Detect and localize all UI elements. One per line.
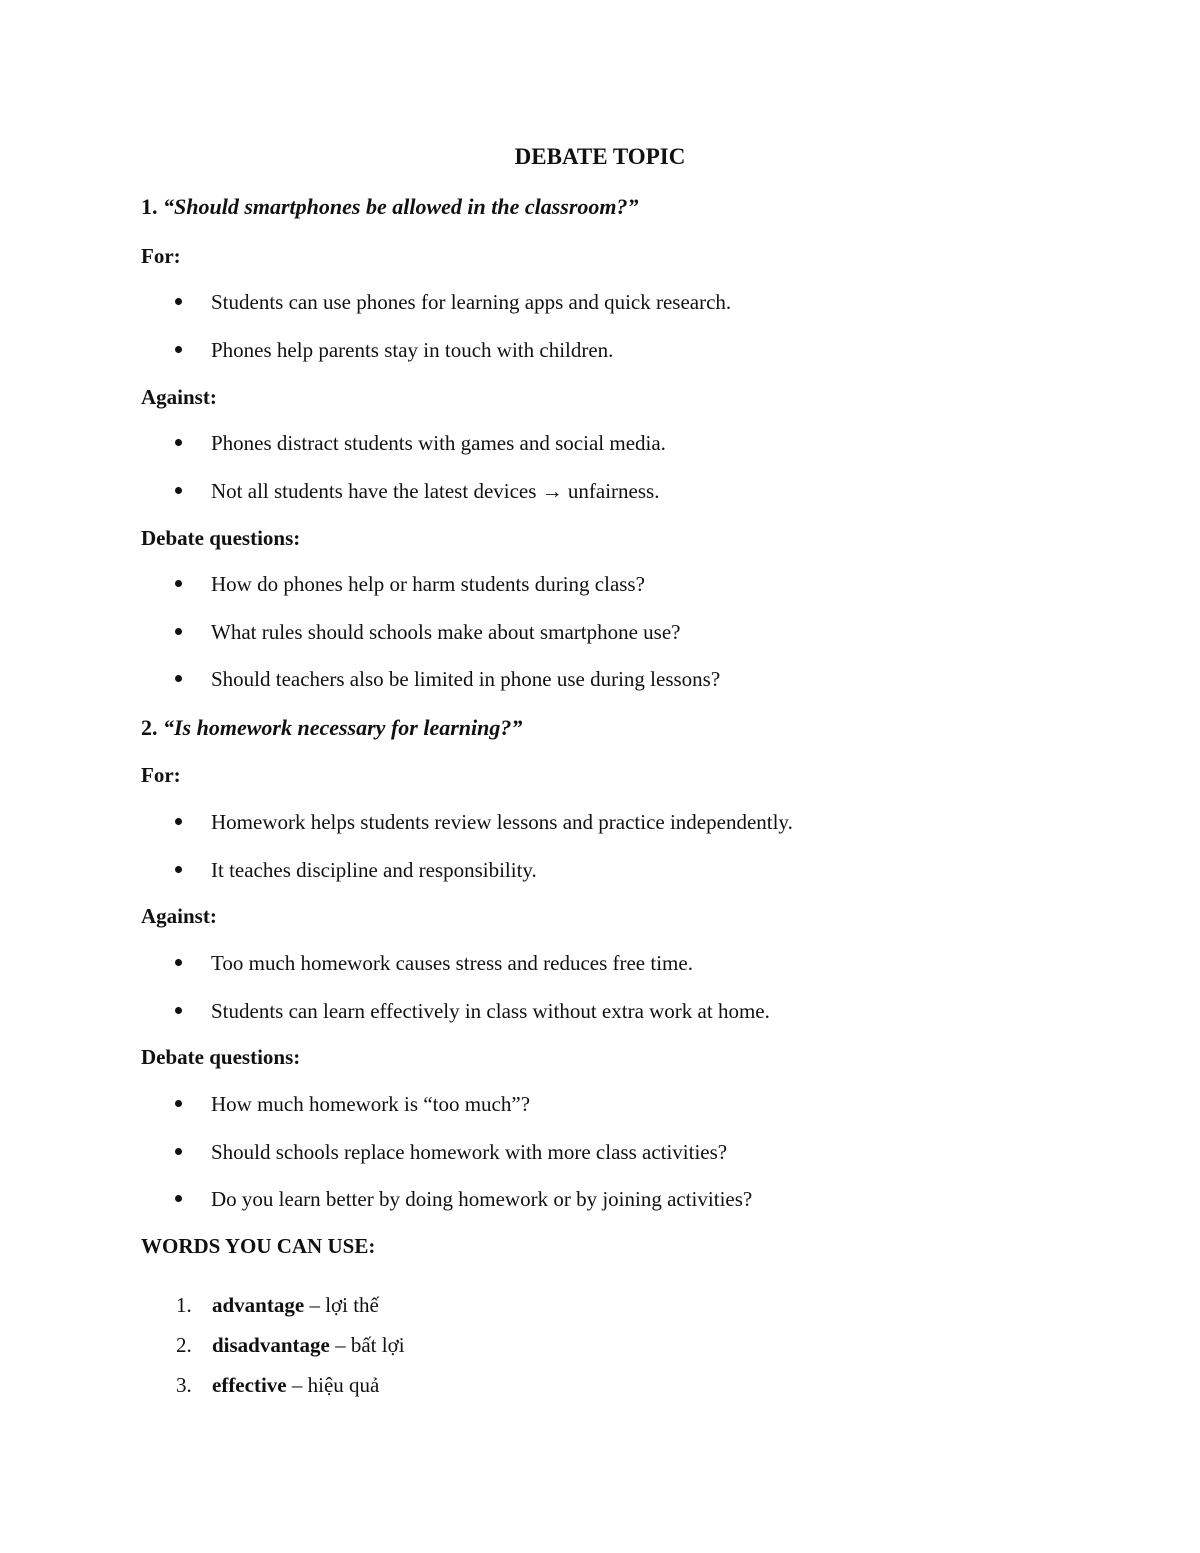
topic-1-question-text: “Should smartphones be allowed in the classroom?” [163, 194, 639, 219]
word-2-term: disadvantage [212, 1333, 330, 1357]
topic-1-for-label: For: [141, 244, 181, 268]
word-1-number: 1. [176, 1293, 192, 1317]
topic-2-against-item-1: Too much homework causes stress and reduces free time. [211, 951, 693, 975]
topic-2-for-item-2: It teaches discipline and responsibility. [211, 858, 537, 882]
words-heading: WORDS YOU CAN USE: [141, 1234, 376, 1258]
word-1 [212, 1291, 379, 1319]
word-2 [212, 1331, 405, 1359]
topic-2-for-label: For: [141, 763, 181, 787]
bullet-icon [175, 1195, 182, 1202]
topic-1-number: 1. [141, 194, 158, 219]
bullet-icon [175, 959, 182, 966]
word-2-number: 2. [176, 1333, 192, 1357]
bullet-icon [175, 675, 182, 682]
word-1-separator: – [304, 1293, 326, 1317]
bullet-icon [175, 298, 182, 305]
word-1-meaning: lợi thế [325, 1293, 379, 1317]
topic-1-against-label: Against: [141, 385, 217, 409]
bullet-icon [175, 1148, 182, 1155]
bullet-icon [175, 439, 182, 446]
topic-1-against-item-2: Not all students have the latest devices → unfairness. [211, 479, 660, 503]
word-3-separator: – [286, 1373, 308, 1397]
topic-2-question-text: “Is homework necessary for learning?” [163, 715, 523, 740]
topic-1-question [141, 193, 639, 221]
bullet-icon [175, 346, 182, 353]
topic-1-for-item-1: Students can use phones for learning apps and quick research. [211, 290, 732, 314]
word-1-term: advantage [212, 1293, 305, 1317]
topic-2-debate-item-2: Should schools replace homework with more class activities? [211, 1140, 728, 1164]
topic-2-debate-item-1: How much homework is “too much”? [211, 1092, 531, 1116]
bullet-icon [175, 1007, 182, 1014]
word-3-number: 3. [176, 1373, 192, 1397]
topic-2-question [141, 714, 522, 742]
bullet-icon [175, 487, 182, 494]
word-2-separator: – [329, 1333, 351, 1357]
topic-1-debate-item-2: What rules should schools make about smartphone use? [211, 620, 681, 644]
topic-1-for-item-2: Phones help parents stay in touch with children. [211, 338, 614, 362]
bullet-icon [175, 866, 182, 873]
bullet-icon [175, 580, 182, 587]
topic-1-against-item-1: Phones distract students with games and social media. [211, 431, 666, 455]
bullet-icon [175, 628, 182, 635]
topic-2-number: 2. [141, 715, 158, 740]
topic-2-debate-label: Debate questions: [141, 1045, 301, 1069]
topic-1-debate-item-3: Should teachers also be limited in phone use during lessons? [211, 667, 721, 691]
topic-2-against-label: Against: [141, 904, 217, 928]
bullet-icon [175, 1100, 182, 1107]
word-3-meaning: hiệu quả [307, 1373, 380, 1397]
topic-2-against-item-2: Students can learn effectively in class without extra work at home. [211, 999, 770, 1023]
bullet-icon [175, 818, 182, 825]
topic-2-debate-item-3: Do you learn better by doing homework or by joining activities? [211, 1187, 753, 1211]
word-3 [212, 1371, 379, 1399]
word-3-term: effective [212, 1373, 287, 1397]
document-title: DEBATE TOPIC [514, 144, 686, 169]
topic-1-debate-label: Debate questions: [141, 526, 301, 550]
topic-1-debate-item-1: How do phones help or harm students during class? [211, 572, 645, 596]
topic-2-for-item-1: Homework helps students review lessons and practice independently. [211, 810, 793, 834]
word-2-meaning: bất lợi [350, 1333, 405, 1357]
